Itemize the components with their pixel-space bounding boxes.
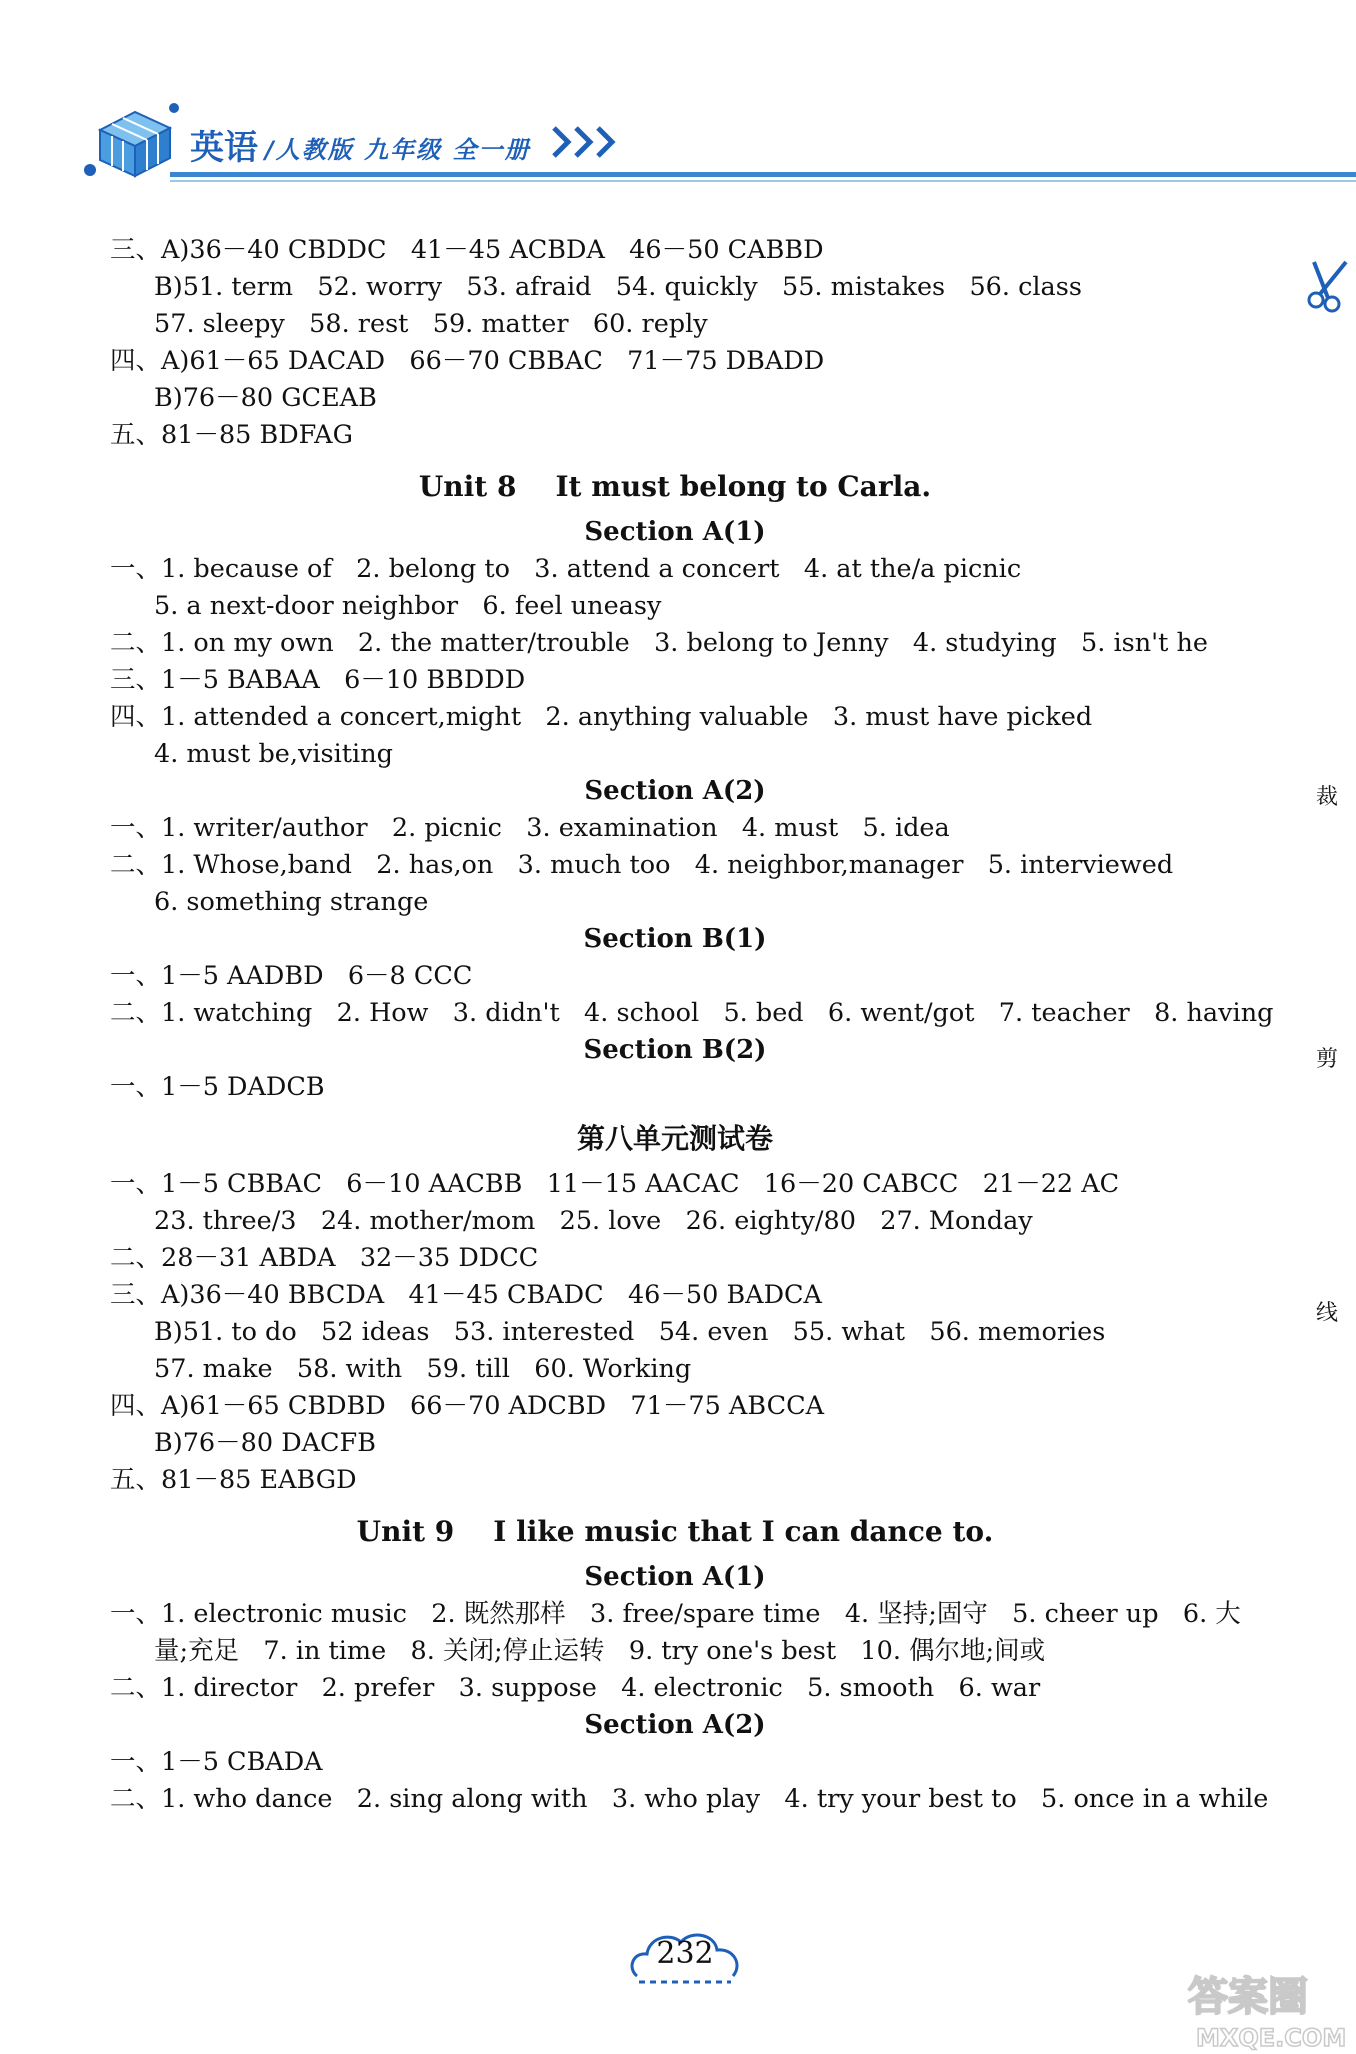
unit-title: Unit 8 It must belong to Carla.	[418, 470, 932, 503]
answer-line-continued: 23. three/3 24. mother/mom 25. love 26. eighty/80 27. Monday	[154, 1206, 1033, 1236]
page-number: 232	[656, 1936, 714, 1971]
cut-mark-2: 剪	[1316, 1047, 1339, 1072]
answer-line-continued: B)76－80 GCEAB	[154, 383, 377, 413]
answer-line: 五、81－85 BDFAG	[110, 420, 353, 450]
answer-line: 四、1. attended a concert,might 2. anything valuable 3. must have picked	[110, 702, 1093, 732]
answer-line: 四、A)61－65 CBDBD 66－70 ADCBD 71－75 ABCCA	[110, 1391, 825, 1421]
answer-line-continued: B)51. term 52. worry 53. afraid 54. quickly 55. mistakes 56. class	[154, 272, 1082, 302]
answer-line: 二、28－31 ABDA 32－35 DDCC	[110, 1243, 539, 1273]
section-title: Section A(2)	[584, 776, 766, 806]
answer-line: 一、1－5 CBADA	[110, 1747, 323, 1777]
cube-logo-icon	[80, 100, 180, 180]
watermark-site: MXQE.COM	[1196, 2024, 1347, 2052]
section-title: Section A(2)	[584, 1710, 766, 1740]
answer-line-continued: 5. a next-door neighbor 6. feel uneasy	[154, 591, 662, 621]
answer-line: 二、1. who dance 2. sing along with 3. who play 4. try your best to 5. once in a while	[110, 1784, 1269, 1814]
section-title: Section A(1)	[584, 517, 766, 547]
answer-line-continued: B)76－80 DACFB	[154, 1428, 376, 1458]
page-header	[80, 100, 1280, 190]
answer-line: 二、1. watching 2. How 3. didn't 4. school 5. bed 6. went/got 7. teacher 8. having	[110, 998, 1274, 1028]
answer-line: 一、1. writer/author 2. picnic 3. examination 4. must 5. idea	[110, 813, 950, 843]
answer-line: 二、1. on my own 2. the matter/trouble 3. belong to Jenny 4. studying 5. isn't he	[110, 628, 1208, 658]
watermark-logo	[1180, 1960, 1356, 2054]
unit-title: Unit 9 I like music that I can dance to.	[356, 1515, 994, 1548]
answer-line-continued: 4. must be,visiting	[154, 739, 393, 769]
answer-line: 一、1－5 DADCB	[110, 1072, 325, 1102]
cut-mark-3: 线	[1316, 1301, 1339, 1326]
answer-line-continued: 57. make 58. with 59. till 60. Working	[154, 1354, 692, 1384]
answer-line-continued: 量;充足 7. in time 8. 关闭;停止运转 9. try one's best 10. 偶尔地;间或	[154, 1636, 1046, 1666]
section-title: Section A(1)	[584, 1562, 766, 1592]
section-title: Section B(1)	[583, 924, 767, 954]
edition-label: /人教版 九年级 全一册	[265, 136, 531, 164]
answer-line: 二、1. director 2. prefer 3. suppose 4. electronic 5. smooth 6. war	[110, 1673, 1041, 1703]
answer-line-continued: 57. sleepy 58. rest 59. matter 60. reply	[154, 309, 708, 339]
watermark-text: 答案圈	[1188, 1974, 1308, 2020]
answer-line: 三、A)36－40 BBCDA 41－45 CBADC 46－50 BADCA	[110, 1280, 822, 1310]
header-rule-thin	[170, 180, 1356, 182]
answer-line: 三、1－5 BABAA 6－10 BBDDD	[110, 665, 526, 695]
section-title: Section B(2)	[583, 1035, 767, 1065]
answer-line: 二、1. Whose,band 2. has,on 3. much too 4. neighbor,manager 5. interviewed	[110, 850, 1174, 880]
test-title: 第八单元测试卷	[576, 1122, 773, 1155]
answer-line-continued: B)51. to do 52 ideas 53. interested 54. even 55. what 56. memories	[154, 1317, 1106, 1347]
answer-line: 一、1－5 AADBD 6－8 CCC	[110, 961, 473, 991]
answer-line: 一、1－5 CBBAC 6－10 AACBB 11－15 AACAC 16－20 CABCC 21－22 AC	[110, 1169, 1120, 1199]
answer-line-continued: 6. something strange	[154, 887, 429, 917]
answer-line: 五、81－85 EABGD	[110, 1465, 357, 1495]
answer-line: 四、A)61－65 DACAD 66－70 CBBAC 71－75 DBADD	[110, 346, 825, 376]
scissors-icon	[1306, 258, 1352, 314]
answer-content	[110, 232, 1274, 1818]
answer-line: 三、A)36－40 CBDDC 41－45 ACBDA 46－50 CABBD	[110, 235, 824, 265]
page-number-badge	[625, 1924, 745, 1990]
cut-mark-1: 裁	[1316, 785, 1339, 810]
answer-line: 一、1. electronic music 2. 既然那样 3. free/spare time 4. 坚持;固守 5. cheer up 6. 大	[110, 1599, 1241, 1629]
answer-line: 一、1. because of 2. belong to 3. attend a concert 4. at the/a picnic	[110, 554, 1022, 584]
header-rule	[170, 172, 1356, 177]
chevrons-icon	[548, 122, 628, 162]
subject-title: 英语	[190, 128, 258, 168]
